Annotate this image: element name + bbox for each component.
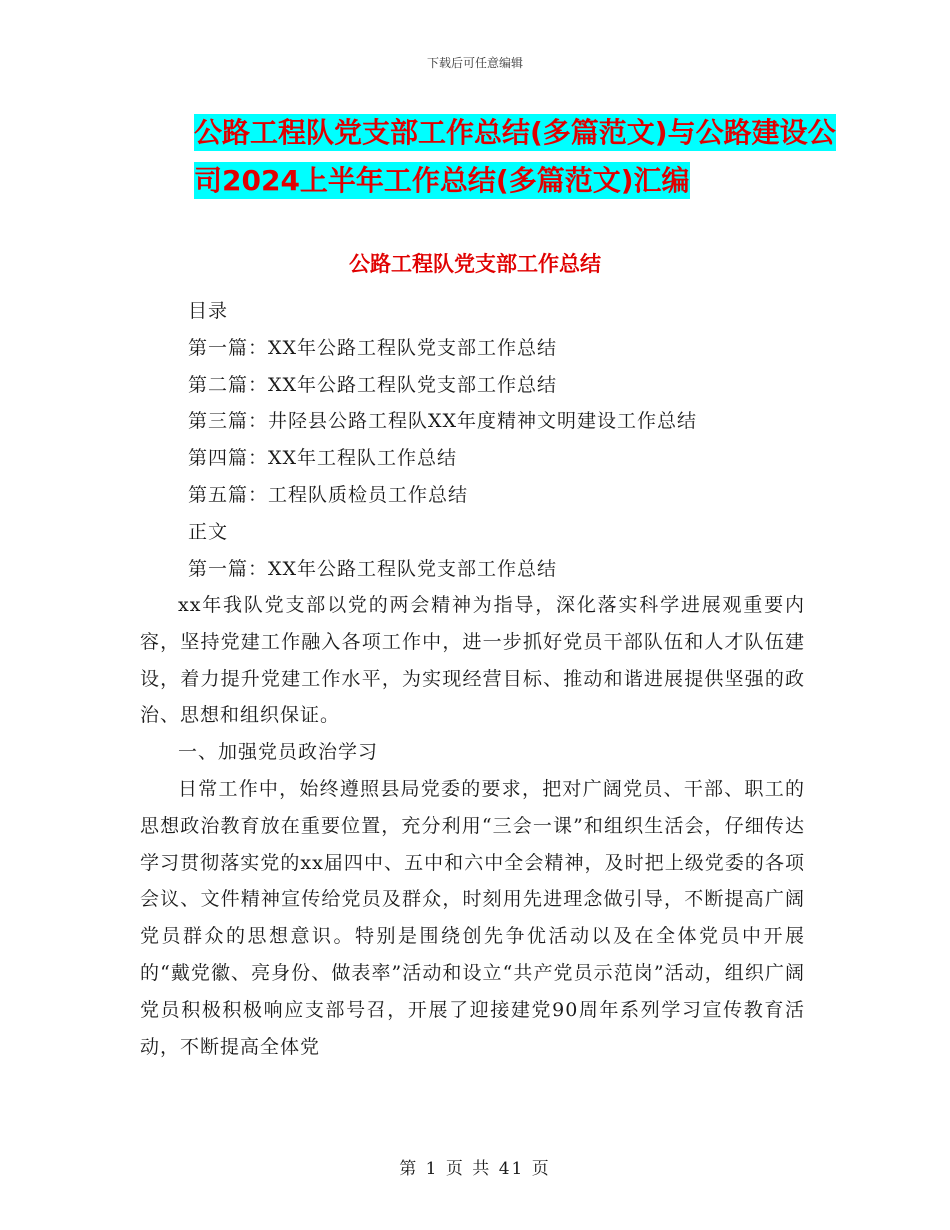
toc-item: 第五篇：工程队质检员工作总结	[188, 483, 469, 506]
body-text	[140, 587, 805, 1065]
title-line-1	[194, 108, 836, 158]
title-line-2	[194, 156, 690, 206]
title-line-1-text: 公路工程队党支部工作总结(多篇范文)与公路建设公	[194, 116, 836, 149]
toc-item: 第三篇：井陉县公路工程队XX年度精神文明建设工作总结	[188, 410, 698, 433]
toc-item: 第一篇：XX年公路工程队党支部工作总结	[188, 557, 558, 580]
paragraph: 日常工作中，始终遵照县局党委的要求，把对广阔党员、干部、职工的思想政治教育放在重要位置，充分利用“三会一课”和组织生活会，仔细传达学习贯彻落实党的xx届四中、五中和六中全会精神，及时把上级党委的各项会议、文件精神宣传给党员及群众，时刻用先进理念做引导，不断提高广阔党员群众的思想意识。特别是围绕创先争优活动以及在全体党员中开展的“戴党徽、亮身份、做表率”活动和设立“共产党员示范岗”活动，组织广阔党员积极积极响应支部号召，开展了迎接建党90周年系列学习宣传教育活动，不断提高全体党	[140, 777, 805, 1058]
toc-item: 第二篇：XX年公路工程队党支部工作总结	[188, 373, 558, 396]
table-of-contents	[188, 293, 697, 587]
section-title: 公路工程队党支部工作总结	[349, 252, 601, 276]
title-line-2-text: 司2024上半年工作总结(多篇范文)汇编	[194, 164, 690, 197]
page-number: 第 1 页 共 41 页	[399, 1159, 551, 1179]
section-heading: 一、加强党员政治学习	[178, 741, 379, 764]
toc-item: 第四篇：XX年工程队工作总结	[188, 447, 458, 470]
toc-item: 第一篇：XX年公路工程队党支部工作总结	[188, 336, 558, 359]
paragraph: xx年我队党支部以党的两会精神为指导，深化落实科学进展观重要内容，坚持党建工作融入各项工作中，进一步抓好党员干部队伍和人才队伍建设，着力提升党建工作水平，为实现经营目标、推动和谐进展提供坚强的政治、思想和组织保证。	[140, 594, 805, 727]
header-note: 下载后可任意编辑	[426, 56, 523, 70]
toc-item: 目录	[188, 300, 229, 322]
toc-item: 正文	[188, 520, 229, 543]
